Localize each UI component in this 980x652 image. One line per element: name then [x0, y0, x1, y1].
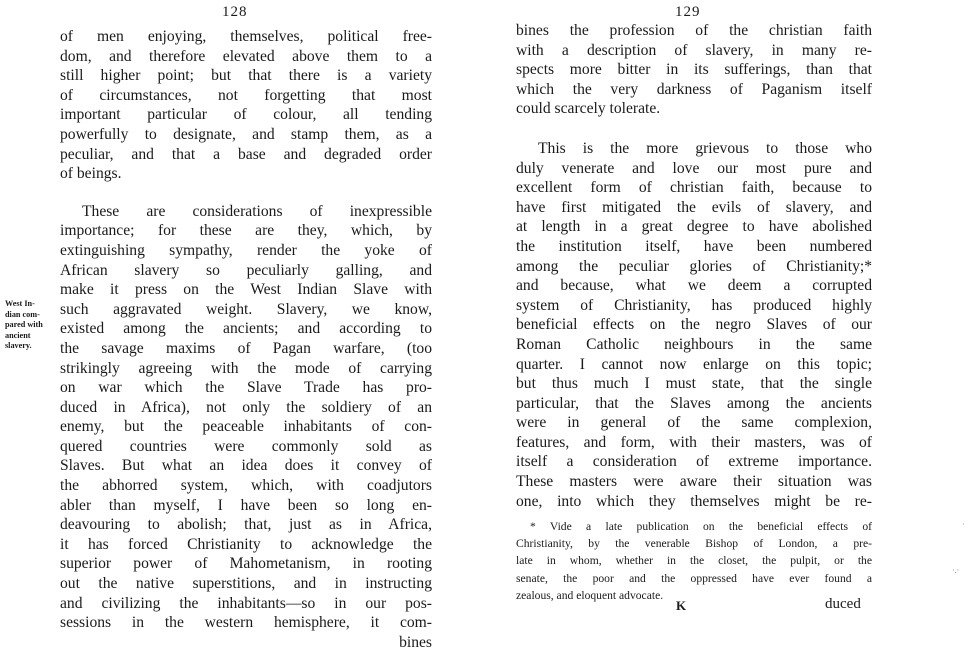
- right-page: [500, 0, 980, 637]
- text-line: features, and form, with their masters, was of: [516, 433, 872, 451]
- text-line: the abhorred system, which, with coadjutors: [60, 477, 432, 495]
- text-line: abler than myself, I have been so long en-: [60, 496, 432, 514]
- text-line: important particular of colour, all tending: [60, 106, 432, 124]
- text-line: out the native superstitions, and in instructing: [60, 575, 432, 593]
- left-page: [0, 0, 470, 651]
- text-line: it has forced Christianity to acknowledge the: [60, 535, 432, 553]
- footnote-line: senate, the poor and the oppressed have ever found a: [516, 571, 872, 585]
- text-line: were in general of the same complexion,: [516, 414, 872, 432]
- margin-note-line: pared with: [5, 320, 43, 329]
- footnote-line: Christianity, by the venerable Bishop of London, a pre-: [516, 537, 872, 551]
- text-line: African slavery so peculiarly galling, and: [60, 261, 432, 279]
- paragraph-gap: [60, 184, 432, 202]
- text-line: have first mitigated the evils of slavery, and: [516, 198, 872, 216]
- text-line: the savage maxims of Pagan warfare, (too: [60, 339, 432, 357]
- text-line: system of Christianity, has produced highly: [516, 296, 872, 314]
- text-line: dom, and therefore elevated above them to a: [60, 47, 432, 65]
- text-line: strikingly agreeing with the mode of carrying: [60, 359, 432, 377]
- margin-note-line: dian com-: [5, 309, 40, 319]
- page-number: 128: [222, 4, 248, 20]
- text-line: which the very darkness of Paganism itself: [516, 80, 872, 98]
- text-line: among the peculiar glories of Christianity;*: [516, 257, 872, 275]
- text-line: This is the more grievous to those who: [538, 139, 872, 157]
- text-line: such aggravated weight. Slavery, we know,: [60, 300, 432, 318]
- page-number: 129: [675, 4, 701, 20]
- text-line: of circumstances, not forgetting that most: [60, 86, 432, 104]
- text-line: existed among the ancients; and according to: [60, 320, 432, 338]
- text-line: spects more bitter in its sufferings, than that: [516, 61, 872, 79]
- text-line: superior power of Mahometanism, in rooting: [60, 555, 432, 573]
- margin-note-line: slavery.: [5, 341, 32, 350]
- text-line: duly venerate and love our most pure and: [516, 159, 872, 177]
- margin-note-line: West In-: [5, 299, 35, 308]
- text-line: enemy, but the peaceable inhabitants of con-: [60, 418, 432, 436]
- text-line: These are considerations of inexpressible: [82, 202, 432, 220]
- text-line: sessions in the western hemisphere, it com-: [60, 614, 432, 632]
- text-line: Slaves. But what an idea does it convey of: [60, 457, 432, 475]
- text-line: at length in a great degree to have abolished: [516, 218, 872, 236]
- text-line: still higher point; but that there is a variety: [60, 67, 432, 85]
- text-line: powerfully to designate, and stamp them, as a: [60, 125, 432, 143]
- signature-mark: K: [676, 598, 687, 613]
- footnote-line: * Vide a late publication on the beneficial effects of: [530, 520, 872, 533]
- text-line: bines the profession of the christian faith: [516, 22, 872, 39]
- text-line: deavouring to abolish; that, just as in Africa,: [60, 516, 432, 534]
- text-line: These masters were aware their situation was: [516, 473, 872, 491]
- text-line: with a description of slavery, in many re-: [516, 41, 872, 59]
- text-line: duced in Africa), not only the soldiery of an: [60, 398, 432, 416]
- body-text: [60, 27, 432, 652]
- footnote: [516, 518, 872, 604]
- text-line: the institution itself, have been numbered: [516, 237, 872, 255]
- page-speck: ·: [962, 520, 965, 529]
- text-line: on war which the Slave Trade has pro-: [60, 379, 432, 397]
- text-line: of men enjoying, themselves, political free-: [60, 28, 432, 45]
- text-line: beneficial effects on the negro Slaves of our: [516, 316, 872, 334]
- text-line: quarter. I cannot now enlarge on this topic;: [516, 355, 872, 373]
- body-text: [516, 21, 872, 511]
- text-line: excellent form of christian faith, because to: [516, 179, 872, 197]
- text-line: peculiar, and that a base and degraded order: [60, 145, 432, 163]
- footnote-line: zealous, and eloquent advocate.: [516, 588, 664, 602]
- catchword: duced: [825, 596, 861, 612]
- paragraph-gap: [516, 119, 872, 139]
- text-line: itself a consideration of extreme importance.: [516, 453, 872, 471]
- text-line: could scarcely tolerate.: [516, 100, 661, 118]
- text-line: one, into which they themselves might be re-: [516, 492, 872, 510]
- text-line: but thus much I must state, that the single: [516, 375, 872, 393]
- text-line: extinguishing sympathy, render the yoke of: [60, 241, 432, 259]
- margin-note-line: ancient: [5, 330, 31, 340]
- page-speck: ·.·: [952, 566, 960, 575]
- text-line: Roman Catholic neighbours in the same: [516, 335, 872, 353]
- text-line: particular, that the Slaves among the ancients: [516, 394, 872, 412]
- text-line: and because, what we deem a corrupted: [516, 277, 872, 295]
- footnote-line: late in whom, whether in the closet, the pulpit, or the: [516, 554, 872, 568]
- catchword: bines: [399, 633, 432, 651]
- text-line: and civilizing the inhabitants—so in our pos-: [60, 594, 432, 612]
- text-line: of beings.: [60, 165, 122, 183]
- margin-note: [5, 299, 57, 352]
- text-line: quered countries were commonly sold as: [60, 437, 432, 455]
- text-line: importance; for these are they, which, by: [60, 222, 432, 240]
- text-line: make it press on the West Indian Slave with: [60, 281, 432, 299]
